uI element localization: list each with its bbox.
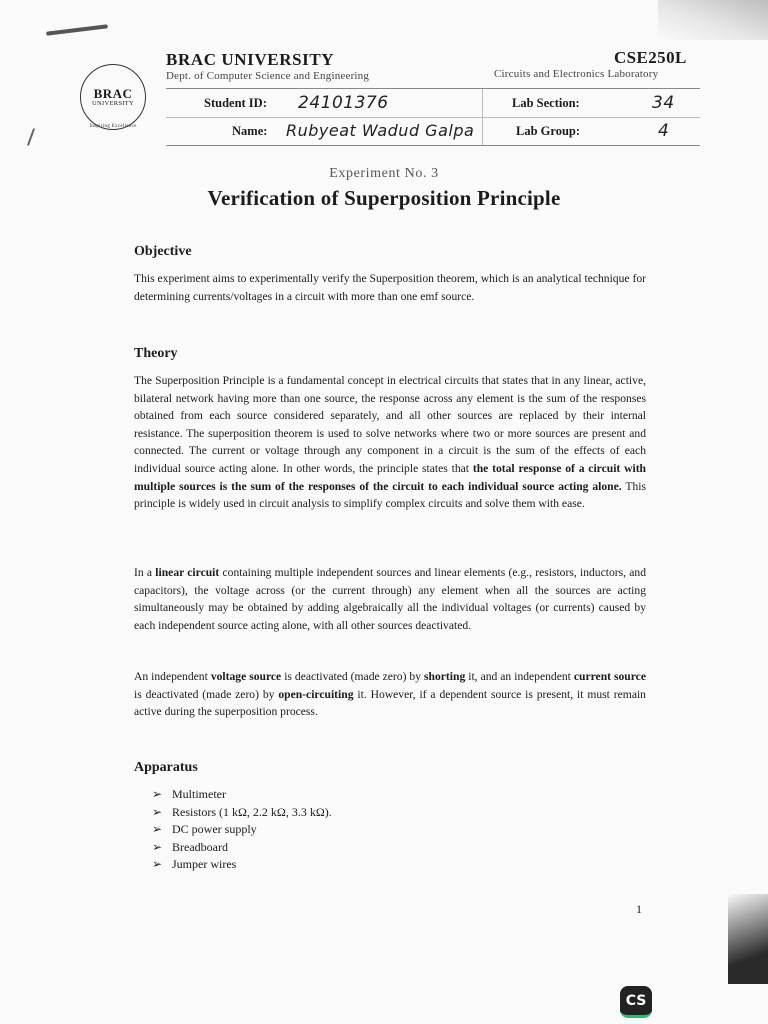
camscanner-icon: CS [620, 986, 652, 1018]
apparatus-item-label: Jumper wires [172, 857, 237, 871]
bullet-arrow-icon: ➢ [152, 787, 163, 801]
name-label: Name: [232, 124, 268, 138]
logo-tagline: Inspiring Excellence [89, 124, 137, 129]
experiment-number: Experiment No. 3 [329, 166, 439, 181]
theory-heading: Theory [134, 346, 178, 361]
theory-p1-text-end: This principle is widely used in circuit analysis to simplify complex circuits and solve them with ease. [134, 479, 646, 511]
table-divider [482, 89, 483, 145]
course-code: CSE250L [614, 48, 687, 67]
apparatus-list [152, 786, 332, 874]
lab-section-value: 34 [652, 93, 675, 113]
theory-p3-current-source: current source [573, 670, 646, 683]
theory-p3-voltage-source: voltage source [210, 670, 282, 683]
info-row-id [166, 89, 700, 118]
apparatus-item-label: Breadboard [172, 839, 228, 854]
list-item [152, 839, 332, 857]
lab-name: Circuits and Electronics Laboratory [494, 68, 659, 80]
name-value: Rubyeat Wadud Galpa [286, 121, 475, 140]
document-title: Verification of Superposition Principle [207, 186, 561, 210]
page-shadow-bottom [728, 894, 768, 984]
student-id-label: Student ID: [204, 96, 267, 110]
theory-paragraph-2 [134, 564, 646, 634]
theory-paragraph-3 [134, 668, 646, 721]
bullet-arrow-icon: ➢ [152, 839, 163, 854]
info-row-name [166, 117, 700, 145]
theory-p1-text: The Superposition Principle is a fundamental concept in electrical circuits that states that in any linear, active, bilateral network having more than one source, the response across any element is the sum of the responses obtained from each source considered separately, and all other sources are replaced by their internal resistance. The superposition theorem is used to solve networks where two or more sources are present and connected. The current or voltage through any component in a circuit is the sum of the effects of each individual source acting alone. In other words, the principle states that [134, 374, 646, 475]
theory-p2-text-end: containing multiple independent sources and linear elements (e.g., resistors, inductors, and capacitors), the voltage across (or the current through) any element when all the sources are acting simultaneously may be obtained by adding algebraically all the individual voltages (or currents) caused by each independent source acting alone, with all other sources deactivated. [134, 566, 646, 632]
apparatus-item-label: DC power supply [172, 822, 257, 836]
theory-p3-text-e: is deactivated (made zero) by [134, 687, 279, 701]
university-logo [80, 64, 146, 130]
objective-heading: Objective [134, 244, 192, 259]
bullet-arrow-icon: ➢ [152, 822, 163, 836]
apparatus-item-label: Multimeter [172, 787, 226, 801]
theory-paragraph-1 [134, 372, 646, 513]
theory-p3-text-f: it. However, if a dependent source is present, it must remain active during the superposition process. [134, 687, 646, 719]
list-item [152, 821, 332, 839]
logo-text-brac: BRAC [93, 85, 133, 101]
theory-p3-shorting: shorting [424, 670, 466, 683]
student-id-value: 24101376 [298, 93, 389, 113]
lab-section-label: Lab Section: [512, 96, 580, 110]
student-info-table [166, 88, 700, 146]
apparatus-item-label: Resistors (1 kΩ, 2.2 kΩ, 3.3 kΩ). [172, 804, 332, 819]
university-name: BRAC UNIVERSITY [166, 50, 335, 69]
theory-p3-text-d: it, and an independent [465, 670, 574, 683]
lab-group-value: 4 [658, 121, 670, 141]
theory-p1-emphasis: the total response of a circuit with multiple sources is the sum of the responses of the circuit to each individual source acting alone. [134, 461, 646, 493]
page-shadow-top [658, 0, 768, 40]
list-item [152, 856, 332, 874]
theory-p3-text-c: is deactivated (made zero) by [281, 670, 425, 683]
theory-p3-open-circuiting: open-circuiting [278, 687, 354, 701]
list-item [152, 804, 332, 822]
apparatus-heading: Apparatus [134, 760, 198, 775]
lab-group-label: Lab Group: [516, 124, 581, 138]
department-name: Dept. of Computer Science and Engineering [166, 70, 370, 82]
logo-text-university: UNIVERSITY [92, 99, 134, 107]
list-item [152, 786, 332, 804]
bullet-arrow-icon: ➢ [152, 804, 163, 819]
theory-p2-emphasis: linear circuit [155, 566, 220, 579]
bullet-arrow-icon: ➢ [152, 857, 163, 871]
objective-text: This experiment aims to experimentally verify the Superposition theorem, which is an analytical technique for determining currents/voltages in a circuit with more than one emf source. [134, 272, 646, 303]
pen-mark [27, 128, 35, 146]
staple-mark [46, 24, 108, 36]
page-number: 1 [636, 902, 642, 916]
theory-p3-text-a: An independent [134, 670, 211, 683]
theory-p2-text: In a [134, 566, 156, 579]
